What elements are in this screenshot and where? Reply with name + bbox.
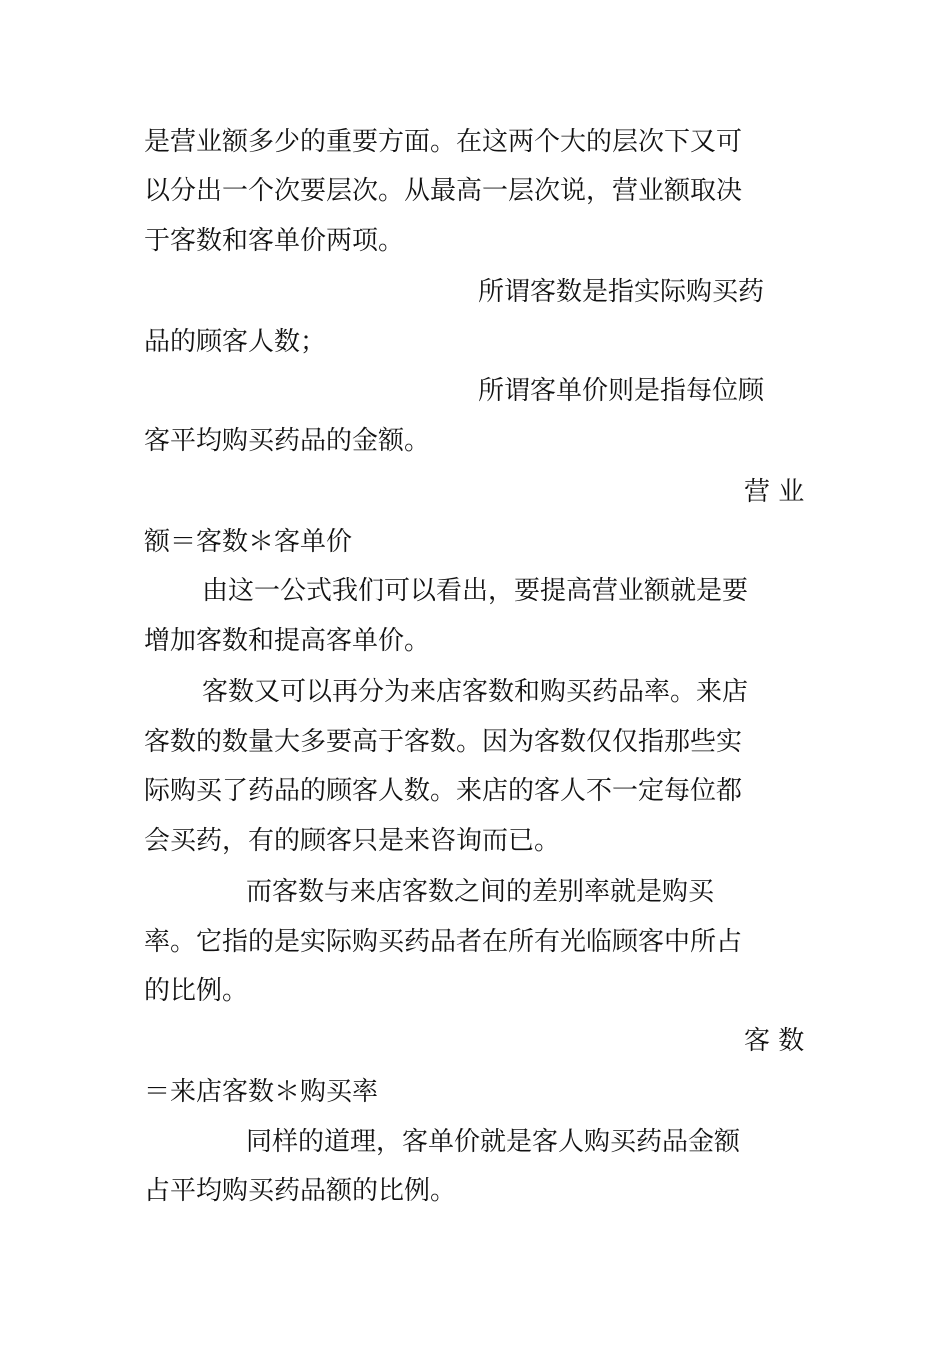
- text-line: 客数的数量大多要高于客数。因为客数仅仅指那些实: [144, 727, 743, 757]
- text-line: 于客数和客单价两项。: [144, 226, 405, 256]
- text-line: 客平均购买药品的金额。: [144, 426, 431, 456]
- text-line: 营 业: [744, 477, 805, 507]
- text-line: 增加客数和提高客单价。: [144, 626, 431, 656]
- text-line: ＝来店客数＊购买率: [144, 1077, 379, 1107]
- text-line: 是营业额多少的重要方面。在这两个大的层次下又可: [144, 127, 743, 157]
- text-line: 客数又可以再分为来店客数和购买药品率。来店: [202, 677, 749, 707]
- text-line: 额＝客数＊客单价: [144, 527, 353, 557]
- text-line: 客 数: [744, 1026, 805, 1056]
- text-line: 会买药，有的顾客只是来咨询而已。: [144, 826, 561, 856]
- text-line: 以分出一个次要层次。从最高一层次说，营业额取决: [144, 176, 743, 206]
- text-line: 所谓客单价则是指每位顾: [478, 376, 765, 406]
- text-line: 而客数与来店客数之间的差别率就是购买: [246, 877, 715, 907]
- text-line: 同样的道理，客单价就是客人购买药品金额: [246, 1127, 741, 1157]
- text-line: 占平均购买药品额的比例。: [144, 1176, 457, 1206]
- text-line: 由这一公式我们可以看出，要提高营业额就是要: [202, 576, 749, 606]
- text-line: 品的顾客人数；: [144, 327, 327, 357]
- text-line: 率。它指的是实际购买药品者在所有光临顾客中所占: [144, 927, 743, 957]
- text-line: 的比例。: [144, 976, 249, 1006]
- text-line: 所谓客数是指实际购买药: [478, 277, 765, 307]
- text-line: 际购买了药品的顾客人数。来店的客人不一定每位都: [144, 776, 743, 806]
